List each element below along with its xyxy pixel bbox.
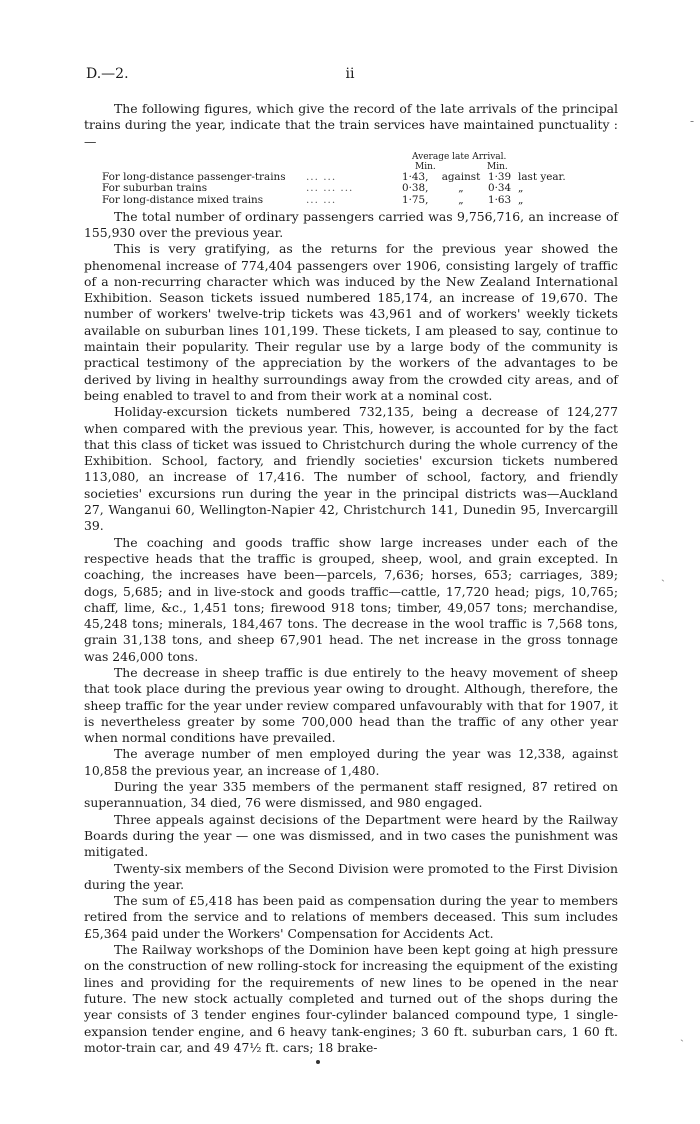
margin-dash-mark: ‐	[690, 114, 695, 128]
paragraph-excursion-tickets: Holiday-excursion tickets numbered 732,135, being a decrease of 124,277 when compared with the previous year. This, however, is accounted for by the fact that this class of ticket was issued to Christchurch during the whole currency of the Exhibition. School, factory, and friendly societies' excursion tickets numbered 113,080, an increase of 17,416. The number of school, factory, and friendly societies' excursions run during the year in the principal districts was—Auckland 27, Wanganui 60, Wellington-Napier 42, Christchurch 141, Dunedin 95, Invercargill 39.	[84, 404, 618, 534]
document-reference: D.—2.	[86, 66, 129, 82]
page-header	[86, 66, 614, 88]
paragraph-passengers: The total number of ordinary passengers carried was 9,756,716, an increase of 155,930 over the previous year.	[84, 208, 618, 240]
row-against: „	[458, 194, 464, 207]
leader-dots: ... ... ...	[306, 182, 354, 195]
paragraph-staff-changes: During the year 335 members of the permanent staff resigned, 87 retired on superannuation, 34 died, 76 were dismissed, and 980 engaged.	[84, 779, 618, 811]
page-number: ii	[345, 66, 355, 82]
row-suffix: „	[518, 194, 524, 207]
row-suffix: last year.	[518, 170, 566, 183]
row-label: For suburban trains	[102, 183, 208, 195]
row-label: For long-distance passenger-trains	[102, 171, 286, 183]
paragraph-appeals: Three appeals against decisions of the Department were heard by the Railway Boards during the year — one was dismissed, and in two cases the punishment was mitigated.	[84, 811, 618, 860]
margin-tick-mark: ˎ	[661, 568, 665, 582]
punctuality-table-caption: Average late Arrival.	[412, 151, 507, 162]
row-suffix: „	[518, 182, 524, 195]
paragraph-sheep-traffic: The decrease in sheep traffic is due entirely to the heavy movement of sheep that took place during the previous year owing to drought. Although, therefore, the sheep traffic for the year under review compared unfavourably with that for 1907, it is nevertheless greater by some 700,000 head than the traffic of any other year when normal conditions have prevailed.	[84, 664, 618, 746]
unit-label-current: Min.	[415, 161, 436, 172]
unit-label-previous: Min.	[487, 161, 508, 172]
report-body	[84, 101, 618, 1056]
row-against: „	[458, 182, 464, 195]
leader-dots: ... ...	[306, 194, 337, 207]
table-row	[102, 195, 572, 207]
paragraph-workshops: The Railway workshops of the Dominion have been kept going at high pressure on the construction of new rolling-stock for increasing the equipment of the existing lines and providing for the requirements of new lines to be opened in the near future. The new stock actually completed and turned out of the shops during the year consists of 3 tender engines four-cylinder balanced compound type, 1 single-expansion tender engine, and 6 heavy tank-engines; 3 60 ft. suburban cars, 1 60 ft. motor-train car, and 49 47½ ft. cars; 18 brake-	[84, 942, 618, 1055]
leader-dots: ... ...	[306, 170, 337, 183]
punctuality-table-caption-row	[102, 152, 572, 162]
paragraph-compensation: The sum of £5,418 has been paid as compensation during the year to members retired from the service and to relations of members deceased. This sum includes £5,364 paid under the Workers' Compensation for Accidents Act.	[84, 893, 618, 941]
paragraph-coaching-goods: The coaching and goods traffic show large increases under each of the respective heads that the traffic is grouped, sheep, wool, and grain excepted. In coaching, the increases have been—parcels, 7,636; horses, 653; carriages, 389; dogs, 5,685; and in live-stock and goods traffic—cattle, 17,720 head; pigs, 10,765; chaff, lime, &c., 1,451 tons; firewood 918 tons; timber, 49,057 tons; merchandise, 45,248 tons; minerals, 184,467 tons. The decrease in the wool traffic is 7,568 tons, grain 31,138 tons, and sheep 67,901 head. The net increase in the gross tonnage was 246,000 tons.	[84, 534, 618, 664]
paragraph-promotions: Twenty-six members of the Second Division were promoted to the First Division during the year.	[84, 860, 618, 892]
row-value-previous: 1·39	[488, 170, 512, 183]
margin-tick-mark: ˏ	[680, 1028, 684, 1042]
row-against: against	[441, 170, 481, 183]
row-value-current: 0·38,	[402, 182, 429, 195]
row-value-current: 1·43,	[402, 170, 429, 183]
page-speck	[316, 1060, 320, 1064]
row-value-previous: 0·34	[488, 182, 512, 195]
paragraph-men-employed: The average number of men employed during the year was 12,338, against 10,858 the previous year, an increase of 1,480.	[84, 746, 618, 778]
paragraph-season-tickets: This is very gratifying, as the returns for the previous year showed the phenomenal increase of 774,404 passengers over 1906, consisting largely of traffic of a non-recurring character which was induced by the New Zealand International Exhibition. Season tickets issued numbered 185,174, an increase of 19,670. The number of workers' twelve-trip tickets was 43,961 and of workers' weekly tickets available on suburban lines 101,199. These tickets, I am pleased to say, continue to maintain their popularity. Their regular use by a large body of the community is practical testimony of the appreciation by the workers of the advantages to be derived by living in healthy surroundings away from the crowded city areas, and of being enabled to travel to and from their work at a nominal cost.	[84, 241, 618, 403]
row-value-current: 1·75,	[402, 194, 429, 207]
row-value-previous: 1·63	[488, 194, 512, 207]
row-label: For long-distance mixed trains	[102, 195, 264, 207]
punctuality-table	[102, 152, 572, 207]
intro-paragraph: The following figures, which give the record of the late arrivals of the principal trains during the year, indicate that the train services have maintained punctuality :—	[84, 101, 618, 149]
